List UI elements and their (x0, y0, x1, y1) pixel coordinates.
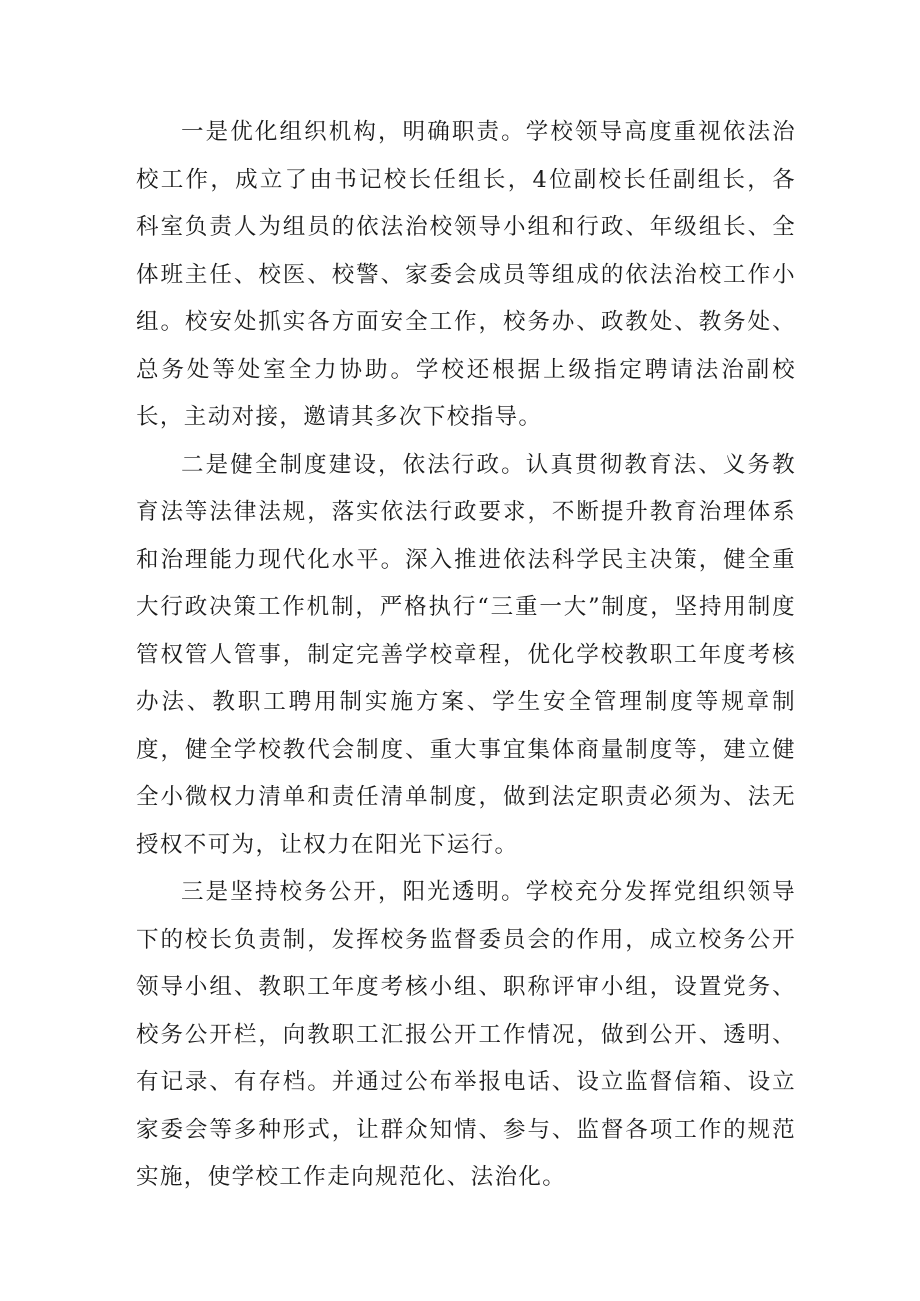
document-body (136, 109, 796, 1202)
paragraph-organization: 一是优化组织机构，明确职责。学校领导高度重视依法治校工作，成立了由书记校长任组长，4位副校长任副组长，各科室负责人为组员的依法治校领导小组和行政、年级组长、全体班主任、校医、校警、家委会成员等组成的依法治校工作小组。校安处抓实各方面安全工作，校务办、政教处、教务处、总务处等处室全力协助。学校还根据上级指定聘请法治副校长，主动对接，邀请其多次下校指导。 (136, 119, 796, 430)
paragraph-institution-building: 二是健全制度建设，依法行政。认真贯彻教育法、义务教育法等法律法规，落实依法行政要求，不断提升教育治理体系和治理能力现代化水平。深入推进依法科学民主决策，健全重大行政决策工作机制，严格执行“三重一大”制度，坚持用制度管权管人管事，制定完善学校章程，优化学校教职工年度考核办法、教职工聘用制实施方案、学生安全管理制度等规章制度，健全学校教代会制度、重大事宜集体商量制度等，建立健全小微权力清单和责任清单制度，做到法定职责必须为、法无授权不可为，让权力在阳光下运行。 (136, 451, 796, 858)
paragraph-affairs-disclosure: 三是坚持校务公开，阳光透明。学校充分发挥党组织领导下的校长负责制，发挥校务监督委员会的作用，成立校务公开领导小组、教职工年度考核小组、职称评审小组，设置党务、校务公开栏，向教职工汇报公开工作情况，做到公开、透明、有记录、有存档。并通过公布举报电话、设立监督信箱、设立家委会等多种形式，让群众知情、参与、监督各项工作的规范实施，使学校工作走向规范化、法治化。 (136, 879, 796, 1190)
